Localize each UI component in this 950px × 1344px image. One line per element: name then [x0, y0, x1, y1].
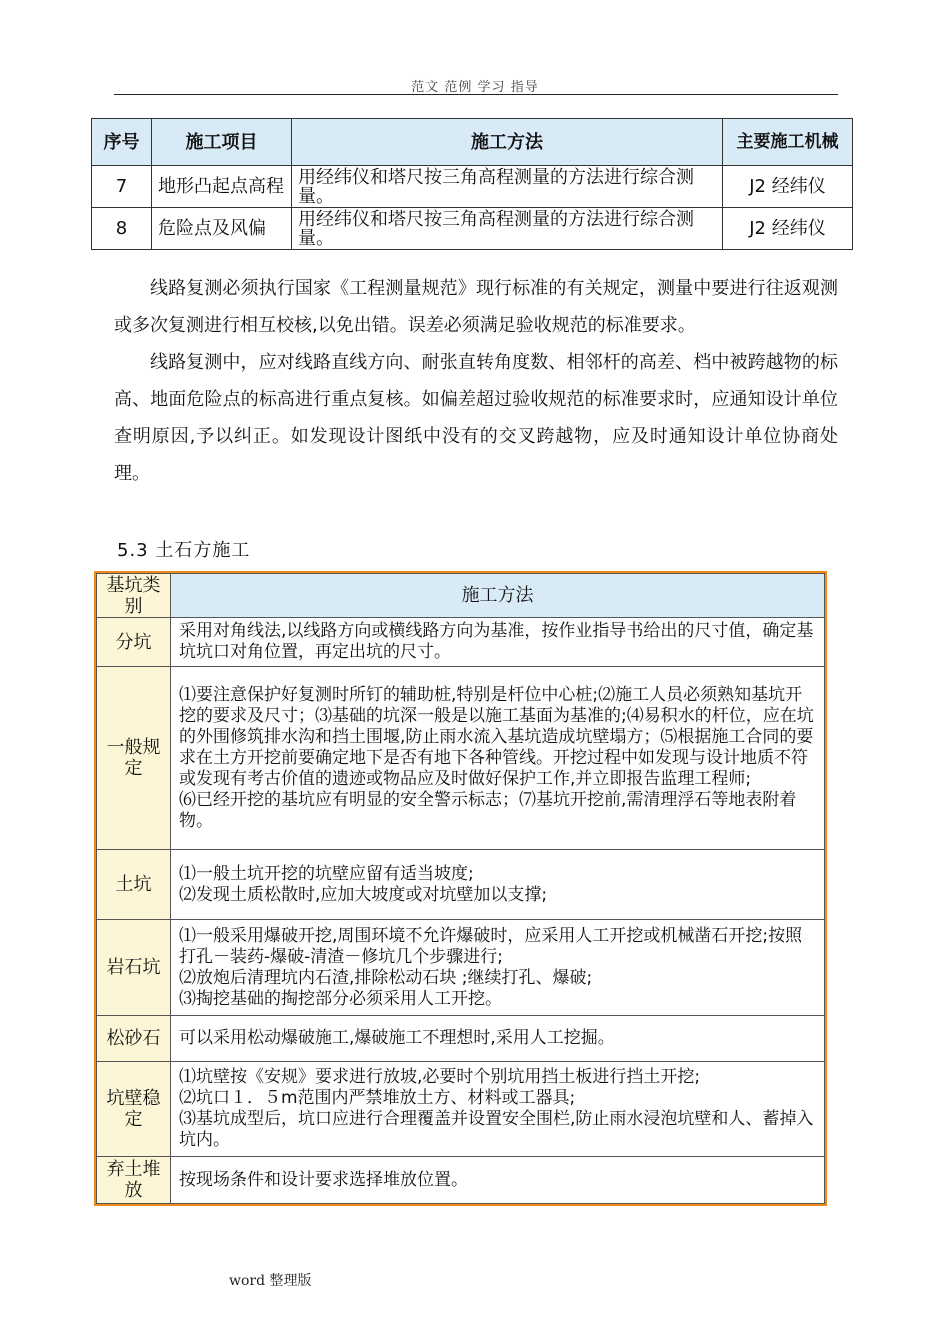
row-no: 7 — [92, 166, 152, 208]
row-category: 弃土堆放 — [97, 1157, 171, 1204]
method-line: ⑶掏挖基础的掏挖部分必须采用人工开挖。 — [179, 988, 502, 1009]
row-machine: J2 经纬仪 — [723, 166, 853, 208]
col-header-no: 序号 — [92, 119, 152, 166]
method-line: ⑴要注意保护好复测时所钉的辅助桩,特别是杆位中心桩;⑵施工人员必须熟知基坑开挖的要求及尺寸；⑶基础的坑深一般是以施工基面为基准的;⑷易积水的杆位，应在坑的外围修筑排水沟和挡土围堰,防止雨水流入基坑造成坑壁塌方；⑸根据施工合同的要求在土方开挖前要确定地下是否有地下各种管线。开挖过程中如发现与设计地质不符或发现有考古价值的遗迹或物品应及时做好保护工作,并立即报告监理工程师; — [179, 684, 814, 789]
survey-table-header — [92, 119, 853, 166]
row-category: 岩石坑 — [97, 920, 171, 1016]
header-rule — [114, 94, 838, 95]
row-item: 危险点及风偏 — [152, 208, 292, 250]
row-category: 坑壁稳定 — [97, 1062, 171, 1157]
method-line: 按现场条件和设计要求选择堆放位置。 — [179, 1169, 468, 1190]
table-row — [92, 166, 853, 208]
row-method — [171, 920, 825, 1016]
col-header-machine: 主要施工机械 — [723, 119, 853, 166]
method-line: ⑵发现土质松散时,应加大坡度或对坑壁加以支撑; — [179, 884, 548, 905]
row-method — [171, 618, 825, 667]
col-header-method: 施工方法 — [292, 119, 723, 166]
paragraph-survey-standard: 线路复测必须执行国家《工程测量规范》现行标准的有关规定，测量中要进行往返观测或多次复测进行相互校核,以免出错。误差必须满足验收规范的标准要求。 — [114, 278, 838, 336]
method-line: ⑴一般采用爆破开挖,周围环境不允许爆破时，应采用人工开挖或机械凿石开挖;按照打孔－装药-爆破-清渣－修坑几个步骤进行; — [179, 925, 803, 967]
row-category: 松砂石 — [97, 1016, 171, 1062]
table-row — [97, 1157, 825, 1204]
row-no: 8 — [92, 208, 152, 250]
method-line: 可以采用松动爆破施工,爆破施工不理想时,采用人工挖掘。 — [179, 1028, 615, 1048]
earthwork-table — [96, 573, 825, 1204]
method-line: ⑴坑壁按《安规》要求进行放坡,必要时个别坑用挡土板进行挡土开挖; — [179, 1067, 701, 1087]
row-method — [171, 850, 825, 920]
method-line: ⑹已经开挖的基坑应有明显的安全警示标志；⑺基坑开挖前,需清理浮石等地表附着物。 — [179, 789, 797, 831]
row-method — [171, 1062, 825, 1157]
earthwork-table-header — [97, 574, 825, 618]
page-footer: word 整理版 — [229, 1273, 312, 1289]
page-header: 范文 范例 学习 指导 — [411, 80, 539, 95]
col-header-item: 施工项目 — [152, 119, 292, 166]
row-method — [171, 1157, 825, 1204]
row-method — [171, 1016, 825, 1062]
table-row — [97, 618, 825, 667]
row-method: 用经纬仪和塔尺按三角高程测量的方法进行综合测量。 — [292, 208, 723, 250]
survey-table — [91, 118, 853, 250]
table-row — [97, 850, 825, 920]
table-row — [92, 208, 853, 250]
method-line: ⑵放炮后清理坑内石渣,排除松动石块 ;继续打孔、爆破; — [179, 967, 593, 988]
table-row — [97, 1062, 825, 1157]
table-row — [97, 1016, 825, 1062]
col-header-category: 基坑类别 — [97, 574, 171, 618]
row-method — [171, 667, 825, 850]
row-method: 用经纬仪和塔尺按三角高程测量的方法进行综合测量。 — [292, 166, 723, 208]
table-row — [97, 667, 825, 850]
section-title: 5.3 土石方施工 — [117, 540, 251, 561]
col-header-method: 施工方法 — [171, 574, 825, 618]
method-line: ⑵坑口１．５m范围内严禁堆放土方、材料或工器具; — [179, 1088, 576, 1108]
method-line: ⑴一般土坑开挖的坑壁应留有适当坡度; — [179, 863, 474, 884]
method-line: ⑶基坑成型后，坑口应进行合理覆盖并设置安全围栏,防止雨水浸泡坑壁和人、蓄掉入坑内。 — [179, 1109, 814, 1150]
row-category: 分坑 — [97, 618, 171, 667]
row-category: 一般规定 — [97, 667, 171, 850]
row-machine: J2 经纬仪 — [723, 208, 853, 250]
row-item: 地形凸起点高程 — [152, 166, 292, 208]
paragraph-survey-check: 线路复测中，应对线路直线方向、耐张直转角度数、相邻杆的高差、档中被跨越物的标高、地面危险点的标高进行重点复核。如偏差超过验收规范的标准要求时，应通知设计单位查明原因,予以纠正。如发现设计图纸中没有的交叉跨越物，应及时通知设计单位协商处理。 — [114, 352, 838, 484]
table-row — [97, 920, 825, 1016]
row-category: 土坑 — [97, 850, 171, 920]
method-line: 采用对角线法,以线路方向或横线路方向为基准，按作业指导书给出的尺寸值，确定基坑坑口对角位置，再定出坑的尺寸。 — [179, 621, 814, 662]
